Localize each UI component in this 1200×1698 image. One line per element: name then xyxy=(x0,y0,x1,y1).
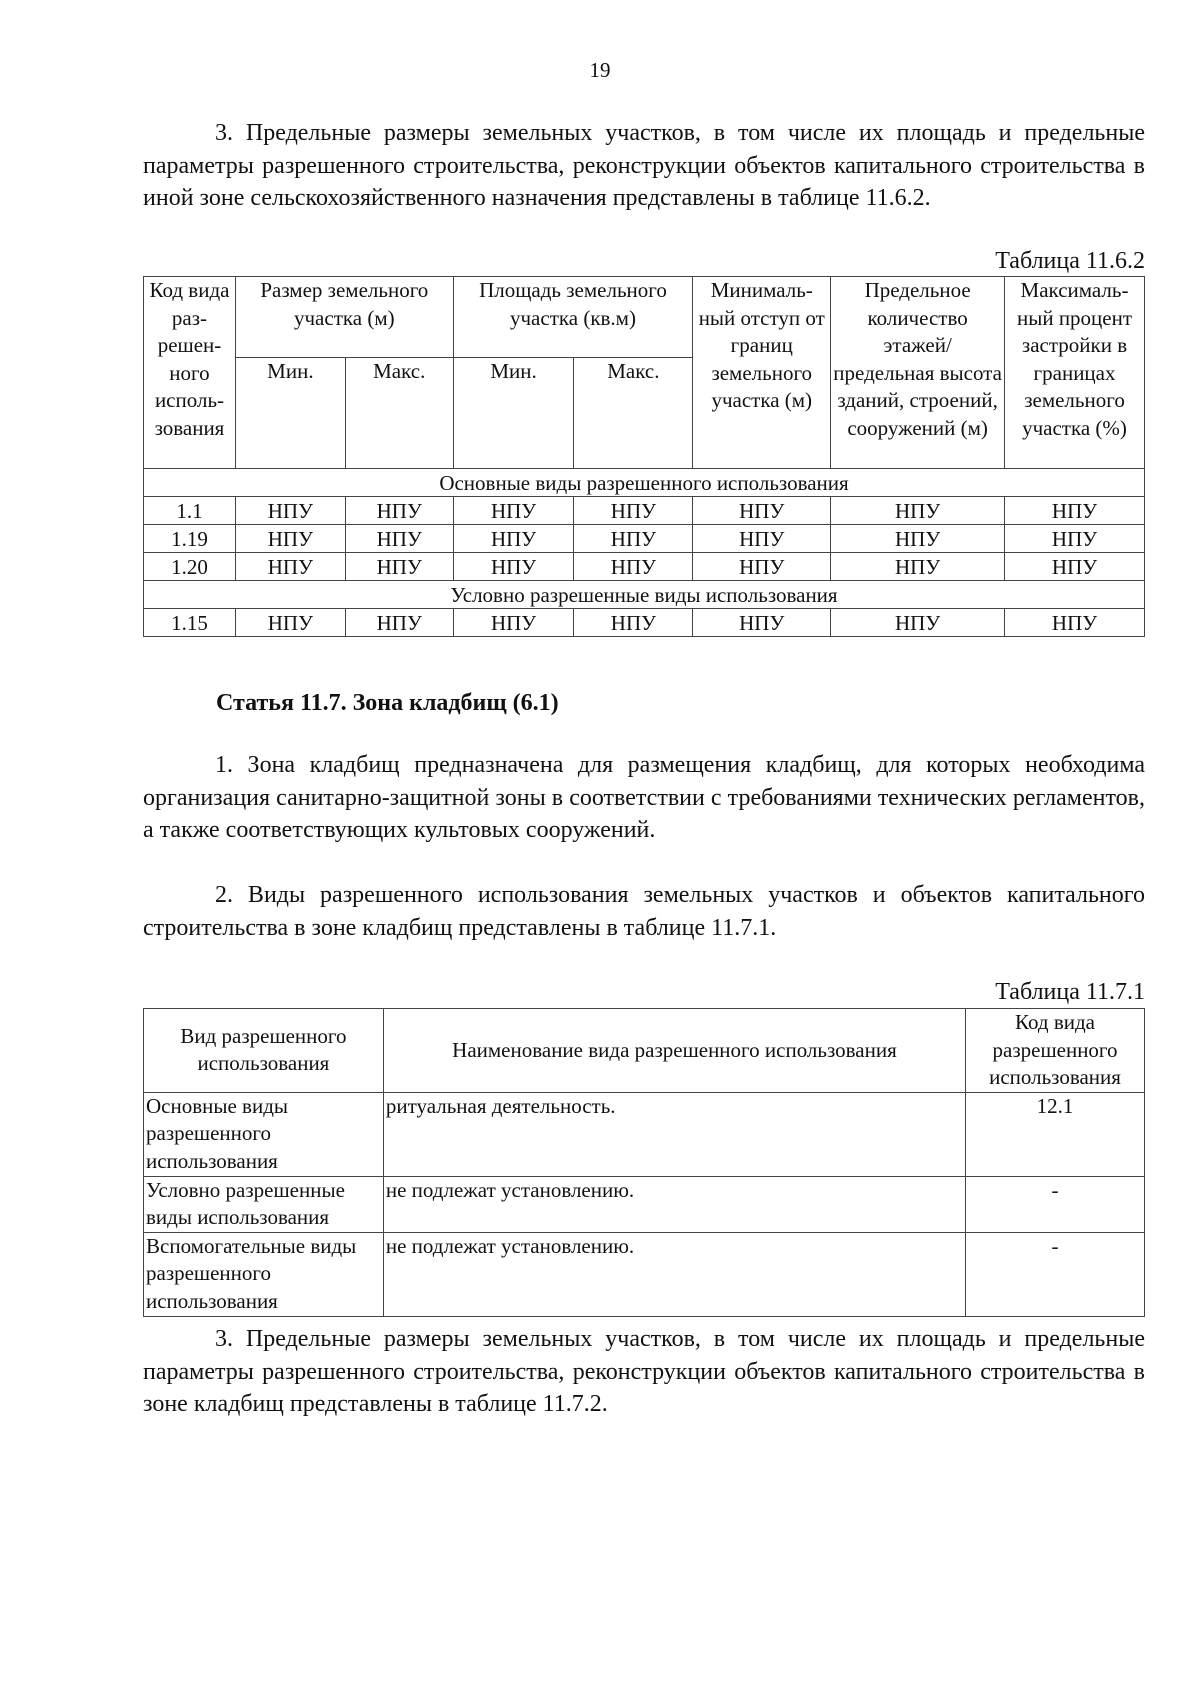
header-area-min: Мин. xyxy=(453,358,574,469)
cell-code: 1.20 xyxy=(144,553,236,581)
section-conditional-uses: Условно разрешенные виды использования xyxy=(144,581,1145,609)
table-11-6-2 xyxy=(143,276,1145,637)
cell-value: НПУ xyxy=(1005,553,1145,581)
header-use-type: Вид разрешенного использования xyxy=(144,1009,384,1093)
cell-value: НПУ xyxy=(345,497,453,525)
cell-value: НПУ xyxy=(831,497,1005,525)
table-11-6-2-caption: Таблица 11.6.2 xyxy=(995,248,1145,274)
cell-value: НПУ xyxy=(693,525,831,553)
cell-value: НПУ xyxy=(453,553,574,581)
cell-value: НПУ xyxy=(693,553,831,581)
article-heading: Статья 11.7. Зона кладбищ (6.1) xyxy=(216,690,559,716)
header-min-setback: Минималь-ный отступ от границ земельного участка (м) xyxy=(693,277,831,469)
paragraph-limits-agricultural: 3. Предельные размеры земельных участков, в том числе их площадь и предельные параметры разрешенного строительства, реконструкции объектов капитального строительства в иной зоне сельскохозяйственного назначения представлены в таблице 11.6.2. xyxy=(143,120,1145,211)
cell-value: НПУ xyxy=(453,497,574,525)
cell-code: 1.19 xyxy=(144,525,236,553)
header-use-name: Наименование вида разрешенного использования xyxy=(383,1009,965,1093)
cell-use-type: Вспомогательные виды разрешенного использования xyxy=(144,1232,384,1316)
page-number: 19 xyxy=(589,58,611,82)
paragraph-limits-cemetery: 3. Предельные размеры земельных участков, в том числе их площадь и предельные параметры разрешенного строительства, реконструкции объектов капитального строительства в зоне кладбищ представлены в таблице 11.7.2. xyxy=(143,1326,1145,1417)
cell-value: НПУ xyxy=(235,525,345,553)
header-size-min: Мин. xyxy=(235,358,345,469)
cell-code: 1.15 xyxy=(144,609,236,637)
cell-value: НПУ xyxy=(831,525,1005,553)
table-row xyxy=(144,553,1145,581)
cell-value: НПУ xyxy=(574,609,693,637)
table-row xyxy=(144,609,1145,637)
header-size-max: Макс. xyxy=(345,358,453,469)
cell-value: НПУ xyxy=(574,497,693,525)
cell-value: НПУ xyxy=(345,609,453,637)
header-plot-area: Площадь земельного участка (кв.м) xyxy=(453,277,693,358)
cell-value: НПУ xyxy=(1005,525,1145,553)
cell-value: НПУ xyxy=(693,497,831,525)
table-row xyxy=(144,1092,1145,1176)
header-plot-size: Размер земельного участка (м) xyxy=(235,277,453,358)
cell-value: НПУ xyxy=(574,553,693,581)
table-row xyxy=(144,1176,1145,1232)
cell-use-name: не подлежат установлению. xyxy=(383,1232,965,1316)
header-max-coverage: Максималь-ный процент застройки в границах земельного участка (%) xyxy=(1005,277,1145,469)
cell-value: НПУ xyxy=(235,553,345,581)
table-11-7-1-caption: Таблица 11.7.1 xyxy=(995,979,1145,1005)
cell-use-code: - xyxy=(966,1176,1145,1232)
cell-value: НПУ xyxy=(1005,497,1145,525)
cell-use-code: - xyxy=(966,1232,1145,1316)
table-11-7-1 xyxy=(143,1008,1145,1317)
cell-value: НПУ xyxy=(345,553,453,581)
cell-value: НПУ xyxy=(453,525,574,553)
cell-value: НПУ xyxy=(831,553,1005,581)
header-code: Код вида раз-решен-ного исполь-зования xyxy=(144,277,236,469)
cell-value: НПУ xyxy=(831,609,1005,637)
cell-value: НПУ xyxy=(235,497,345,525)
header-floors: Предельное количество этажей/ предельная высота зданий, строений, сооружений (м) xyxy=(831,277,1005,469)
section-main-uses: Основные виды разрешенного использования xyxy=(144,469,1145,497)
table-row xyxy=(144,497,1145,525)
paragraph-zone-purpose: 1. Зона кладбищ предназначена для размещения кладбищ, для которых необходима организация санитарно-защитной зоны в соответствии с требованиями технических регламентов, а также соответствующих культовых сооружений. xyxy=(143,752,1145,843)
table-row xyxy=(144,525,1145,553)
table-row xyxy=(144,1232,1145,1316)
cell-value: НПУ xyxy=(453,609,574,637)
cell-value: НПУ xyxy=(235,609,345,637)
cell-use-code: 12.1 xyxy=(966,1092,1145,1176)
cell-value: НПУ xyxy=(693,609,831,637)
cell-value: НПУ xyxy=(345,525,453,553)
cell-use-type: Основные виды разрешенного использования xyxy=(144,1092,384,1176)
cell-use-name: не подлежат установлению. xyxy=(383,1176,965,1232)
cell-value: НПУ xyxy=(574,525,693,553)
cell-use-type: Условно разрешенные виды использования xyxy=(144,1176,384,1232)
cell-code: 1.1 xyxy=(144,497,236,525)
header-use-code: Код вида разрешенного использования xyxy=(966,1009,1145,1093)
paragraph-uses-reference: 2. Виды разрешенного использования земельных участков и объектов капитального строительства в зоне кладбищ представлены в таблице 11.7.1. xyxy=(143,882,1145,941)
cell-value: НПУ xyxy=(1005,609,1145,637)
header-area-max: Макс. xyxy=(574,358,693,469)
cell-use-name: ритуальная деятельность. xyxy=(383,1092,965,1176)
